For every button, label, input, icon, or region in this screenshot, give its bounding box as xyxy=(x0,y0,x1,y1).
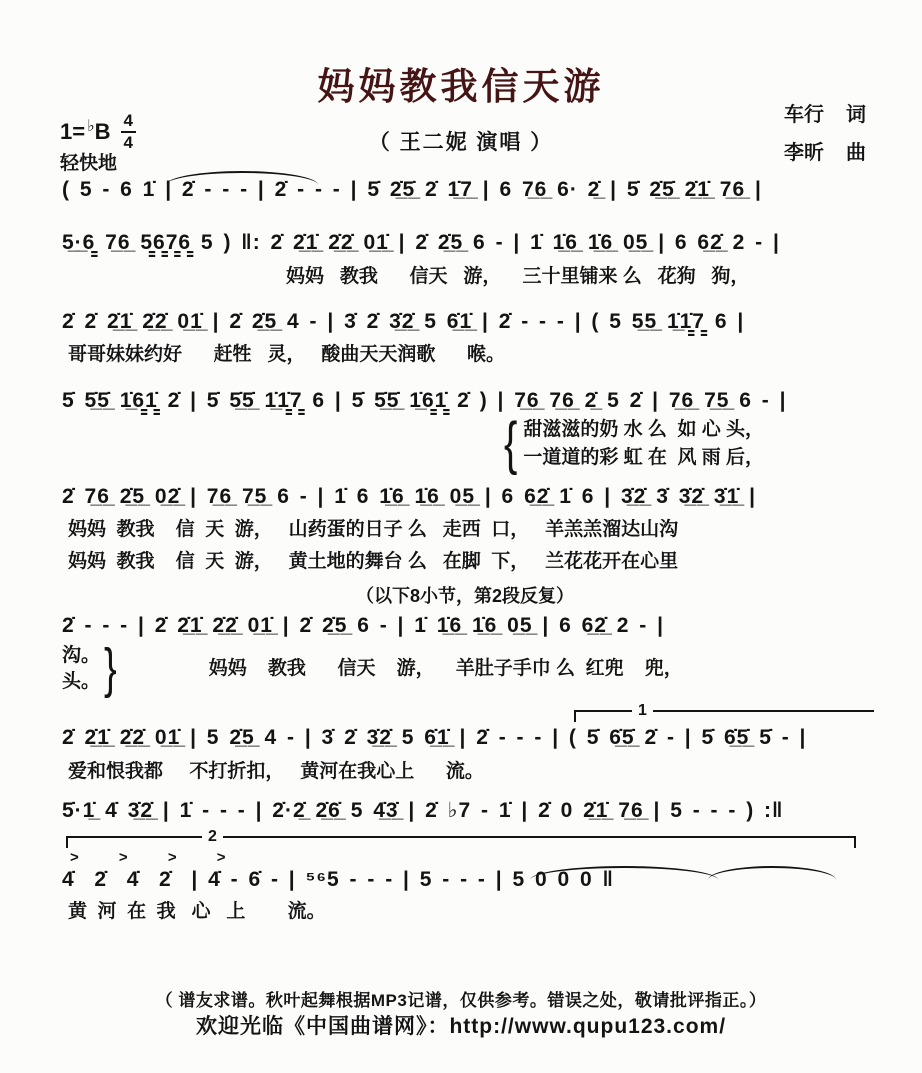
carryover-syllables xyxy=(62,643,100,694)
transcription-note: （ 谱友求谱。秋叶起舞根据MP3记谱，仅供参考。错误之处，敬请批评指正。） xyxy=(155,991,767,1010)
volta-1-bracket xyxy=(574,702,874,724)
system-ending-2 xyxy=(62,828,874,925)
performer-subtitle: （ 王二妮 演唱 ） xyxy=(368,131,554,154)
site-link[interactable]: 欢迎光临《中国曲谱网》：http://www.qupu123.com/ xyxy=(195,1015,727,1038)
music-systems xyxy=(62,176,874,925)
composer-name: 李昕 xyxy=(784,142,824,164)
notation-line: 5̇·1̲̇ 4̇ 3̲̇2̲̇ | 1̇ - - - | 2̇·2̲̇ 2̲̇6̲̇ 5 4̲̇3̲̇ | 2̇ ♭7 - 1̇ | 2̇ 0 2̲̇1̲̇ 7̲6̲ | 5 - - - ) :‖ xyxy=(62,799,784,823)
system-chorus xyxy=(62,483,874,575)
flat-sign-icon: ♭ xyxy=(87,117,95,135)
time-signature xyxy=(121,112,136,152)
lyric-line: 妈妈 教我 信天 游， 羊肚子手巾 么 红兜 兜， xyxy=(208,657,683,679)
lyric-line: 甜滋滋的奶 水 么 如 心 头， xyxy=(523,419,765,441)
notation-line: 2̇ 7̲6̲ 2̲̇5̲ 0̲2̲̇ | 7̲6̲ 7̲5̲ 6 - | 1̇ 6 1̲̇6̲ 1̲̇6̲ 0̲5̲ | 6 6̲2̲̇ 1̇ 6 | 3̲̇2̲̇ 3̇ 3̲̇2̲̇ 3̲̇1̲̇ | xyxy=(62,485,756,509)
lyric-line: 爱和恨我都 不打折扣， 黄河在我心上 流。 xyxy=(68,760,484,782)
lyricist-role: 词 xyxy=(846,104,866,126)
key-prefix: 1= xyxy=(60,118,86,144)
lyric-line: 一道道的彩 虹 在 风 雨 后， xyxy=(523,446,765,468)
notation-line: 2̇ - - - | 2̇ 2̲̇1̲̇ 2̲̇2̲̇ 0̲1̲̇ | 2̇ 2̲̇5̲ 6 - | 1̇ 1̲̇6̲ 1̲̇6̲ 0̲5̲ | 6 6̲2̲̇ 2 - | xyxy=(62,613,664,637)
repeat-annotation: （以下8小节，第2段反复） xyxy=(356,585,575,606)
left-brace-icon: { xyxy=(504,411,518,476)
credits xyxy=(784,96,866,172)
notation-line: 4̇ 2̇ 4̇ 2̇ | 4̇ - 6̇ - | ⁵⁶5 - - - | 5 - - - | 5 0 0 0 ‖ xyxy=(62,868,614,892)
composer-role: 曲 xyxy=(846,142,866,164)
system-verse-2 xyxy=(62,308,874,369)
volta-tick xyxy=(854,836,856,848)
time-numerator: 4 xyxy=(121,112,136,133)
composer-credit xyxy=(784,134,866,172)
volta-2-label: 2 xyxy=(202,827,223,846)
system-bridge xyxy=(62,387,874,476)
key-note: B xyxy=(94,118,111,144)
page-title: 妈妈教我信天游 xyxy=(317,66,605,107)
system-verse-1 xyxy=(62,229,874,290)
lyric-fragment: 沟。 xyxy=(62,645,101,667)
system-ending-1 xyxy=(62,702,874,785)
lyric-line: 妈妈 教我 信 天 游， 山药蛋的日子 么 走西 口， 羊羔羔溜达山沟 xyxy=(68,518,679,540)
lyric-fragment: 头。 xyxy=(62,670,101,692)
system-ending-1b xyxy=(62,797,874,824)
key-signature xyxy=(60,112,136,152)
notation-line: ( 5 - 6 1̇ | 2̇ - - - | 2̇ - - - | 5̇ 2̲̇5̲̇ 2̇ 1̲̇7̲ | 6 7̲6̲ 6· 2̲̇ | 5̇ 2̲̇5̲̇ 2̲̇1̲̇ 7̲6̲ | xyxy=(62,178,762,201)
lyric-line: 妈妈 教我 信天 游， 三十里铺来 么 花狗 狗， xyxy=(286,265,750,287)
right-brace-icon: } xyxy=(104,638,117,700)
system-chorus-2 xyxy=(62,612,874,700)
tempo-marking: 轻快地 xyxy=(60,153,118,174)
notation-line: 2̇ 2̲̇1̲̇ 2̲̇2̲̇ 0̲1̲̇ | 5 2̲̇5̲ 4 - | 3̇ 2̇ 3̲̇2̲̇ 5 6̲̇1̲̇ | 2̇ - - - | ( 5̇ 6̲̇5̲̇ 2̇ - | 5̇ 6̲̇5̲̇ 5̇ - | xyxy=(62,726,807,750)
volta-tick xyxy=(574,710,576,722)
lyric-line: 妈妈 教我 信 天 游， 黄土地的舞台 么 在脚 下， 兰花花开在心里 xyxy=(68,551,679,573)
lyricist-credit xyxy=(784,96,866,134)
time-denominator: 4 xyxy=(123,132,133,152)
stacked-lyrics xyxy=(504,411,874,476)
notation-line: 5̲·̲6̳ 7̲6̲ 5̳6̳7̳6̳ 5 ) ‖: 2̇ 2̲̇1̲̇ 2̲̇2̲̇ 0̲1̲̇ | 2̇ 2̲̇5̲ 6 - | 1̇ 1̲̇6̲ 1̲̇6̲ 0̲5̲ | 6 6̲2̲̇ 2 - | xyxy=(62,231,780,255)
tie-arc xyxy=(166,171,318,185)
lyric-row xyxy=(62,638,874,700)
volta-1-label: 1 xyxy=(632,701,653,720)
notation-line: 5̇ 5̲̇5̲̇ 1̲̇6̳1̳̇ 2̇ | 5̇ 5̲̇5̲̇ 1̲̇1̳̇7̳ 6 | 5̇ 5̲̇5̲̇ 1̲̇6̳1̳̇ 2̇ ) | 7̲6̲ 7̲6̲ 2̲̇ 5 2̇ | 7̲6̲ 7̲5̲ 6 - | xyxy=(62,388,787,412)
lyric-line: 哥哥妹妹约好 赶牲 灵， 酸曲天天润歌 喉。 xyxy=(68,344,506,366)
system-intro xyxy=(62,176,874,203)
volta-2-bracket xyxy=(66,828,856,850)
accent-marks: > > > > xyxy=(70,849,226,867)
volta-tick xyxy=(66,836,68,848)
notation-line: 2̇ 2̇ 2̲̇1̲̇ 2̲̇2̲̇ 0̲1̲̇ | 2̇ 2̲̇5̲ 4 - | 3̇ 2̇ 3̲̇2̲̇ 5 6̲̇1̲̇ | 2̇ - - - | ( 5 5̲5̲ 1̲̇1̳̇7̳ 6 | xyxy=(62,310,745,334)
lyric-line: 黄 河 在 我 心 上 流。 xyxy=(68,900,326,922)
lyricist-name: 车行 xyxy=(784,104,824,126)
